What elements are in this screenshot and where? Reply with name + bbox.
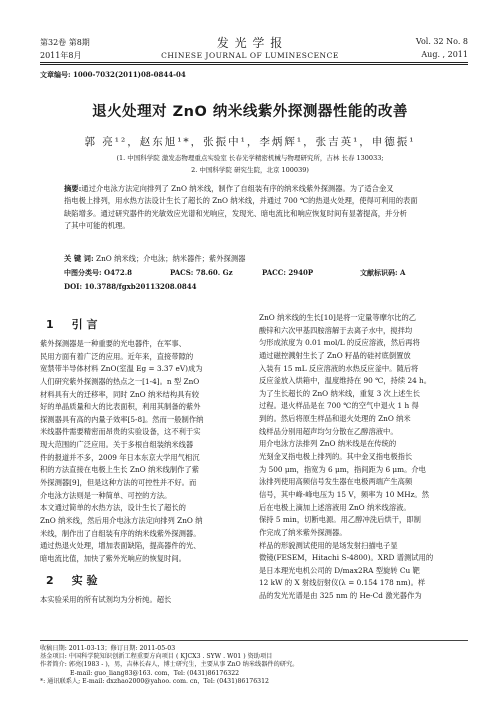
- left-column-text: [40, 338, 247, 566]
- left-line: 民用方面有着广泛的应用。近年来，直接带隙的: [40, 351, 194, 361]
- right-line: 泳排列使用高频信号发生器在电极两端产生高频: [259, 477, 413, 487]
- paper-title: 退火处理对 ZnO 纳米线紫外探测器性能的改善: [92, 104, 408, 120]
- volume-issue-cn: 第32卷 第8期: [40, 38, 90, 47]
- left-line: 件的报道并不多，2009 年日本东京大学用气相沉: [40, 452, 200, 462]
- abstract: [64, 183, 450, 232]
- article-number: 文章编号: 1000-7032(2011)08-0844-04: [40, 70, 186, 79]
- right-line: 是日本理光电机公司的 D/max2RA 型旋转 Cu 靶: [259, 565, 420, 575]
- right-line: 用介电泳方法排列 ZnO 纳米线是在传统的: [259, 439, 397, 449]
- abstract-line-1: 摘要:通过介电泳方法定向排列了 ZnO 纳米线，制作了自组装有序的纳米线紫外探测器。为了适合金叉: [64, 184, 394, 193]
- journal-name-en: CHINESE JOURNAL OF LUMINESCENCE: [161, 51, 339, 60]
- left-line: 紫外探测器是一种重要的光电器件，在军事、: [40, 339, 186, 348]
- section-2-title: 实 验: [71, 574, 98, 587]
- left-line: ZnO 纳米线，然后用介电泳方法定向排列 ZnO 纳: [40, 515, 203, 525]
- right-line: 酸锌和六次甲基四胺溶解于去离子水中，搅拌均: [259, 325, 413, 335]
- document-code: 文献标识码: A: [360, 268, 406, 277]
- section-1-title: 引 言: [71, 318, 98, 331]
- right-line: 入装有 15 mL 反应溶液的水热反应釜中。随后将: [259, 363, 419, 373]
- pacc-code: PACC: 2940P: [262, 268, 314, 277]
- left-line: 通过热退火处理，增加表面缺陷，提高器件的光、: [40, 541, 201, 551]
- abstract-label: 摘要:: [64, 184, 82, 193]
- right-line: ZnO 纳米线的生长[10]是将一定量等摩尔比的乙: [259, 313, 417, 322]
- keywords-label: 关 键 词:: [64, 254, 94, 263]
- section-2-heading: [46, 572, 98, 588]
- right-line: 线样品分别用超声均匀分散在乙醇溶液中。: [259, 426, 398, 436]
- header-rule-bottom: [40, 64, 468, 65]
- left-line: 米线，制作出了自组装有序的纳米线紫外探测器。: [40, 528, 201, 538]
- abstract-line-2: 指电极上排列，用水热方法设计生长了超长的 ZnO 纳米线，并通过 700 ℃的热退火处理，使得可利用的表面: [64, 196, 418, 206]
- right-line: 作完成了纳米紫外探测器。: [259, 527, 347, 537]
- left-line: 米线器件需要精密而昂贵的实验设备，这不利于实: [40, 427, 201, 437]
- left-line: 好的单晶质量和大的比表面积，利用其制备的紫外: [40, 402, 201, 412]
- keywords: [64, 253, 450, 265]
- abstract-line-3: 缺陷增多。通过研究器件的光敏效应光谱和光响应，发现光、暗电流比和响应恢复时间有显著提高，并分析: [64, 208, 407, 218]
- left-line: 现大范围的广泛应用。关于多根自组装纳米线器: [40, 440, 194, 450]
- doi: DOI: 10.3788/fgxb20113208.0844: [64, 282, 197, 291]
- keywords-text: ZnO 纳米线；介电泳；纳米器件；紫外探测器: [96, 254, 246, 263]
- abstract-line-4: 了其中可能的机理。: [64, 220, 130, 230]
- right-line: 通过磁控溅射生长了 ZnO 籽晶的硅衬底倒置放: [259, 350, 411, 360]
- header-rule-top: [40, 62, 468, 63]
- left-line: 材料具有大的迁移率，同时 ZnO 纳米结构具有较: [40, 389, 200, 399]
- pacs-code: PACS: 78.60. Gz: [170, 268, 233, 277]
- right-line: 光刻金叉指电极上排列的。其中金叉指电极指长: [259, 452, 413, 462]
- left-line: 宽禁带半导体材料 ZnO(室温 Eg = 3.37 eV)成为: [40, 364, 203, 374]
- affiliation-1: (1. 中国科学院 激发态物理重点实验室 长春光学精密机械与物理研究所，吉林 长春 130033;: [116, 154, 384, 162]
- volume-issue-en: Vol. 32 No. 8: [415, 37, 468, 46]
- publication-date-en: Aug. , 2011: [421, 50, 468, 59]
- right-line: 为 500 μm，指宽为 6 μm，指间距为 6 μm。介电: [259, 464, 426, 474]
- right-line: 反应釜放入烘箱中，温度维持在 90 ℃，持续 24 h。: [259, 376, 432, 386]
- right-line: 样品的形貌测试使用的是场发射扫描电子显: [259, 540, 398, 550]
- publication-date-cn: 2011年8月: [40, 51, 82, 60]
- right-line: 12 kW 的 X 射线衍射仪(λ = 0.154 178 nm)。样: [259, 578, 426, 588]
- journal-name-cn: 发 光 学 报: [216, 36, 284, 50]
- right-line: 保持 5 min，切断电源。用乙醇冲洗后烘干，即制: [259, 515, 421, 525]
- left-line: 本文通过简单的水热方法，设计生长了超长的: [40, 503, 186, 513]
- clc-number: 中图分类号: O472.8: [64, 268, 133, 277]
- author-bio: 作者简介: 郭亮(1983 - )，男，吉林长春人，博士研究生，主要从事 ZnO 纳米线器件的研究。: [40, 661, 299, 669]
- author-list: 郭 亮¹²，赵东旭¹*，张振中¹，李炳辉¹，张吉英¹，申德振¹: [84, 136, 416, 148]
- right-line: 到的。然后将原生样品和退火处理的 ZnO 纳米: [259, 414, 411, 424]
- left-line: 暗电流比值，加快了紫外光响应的恢复时间。: [40, 553, 186, 563]
- right-line: 为了生长超长的 ZnO 纳米线，重复 3 次上述生长: [259, 388, 421, 398]
- section-1-number: 1: [46, 318, 54, 331]
- right-line: 微镜(FESEM，Hitachi S-4800)。XRD 谱测试用的: [259, 553, 434, 563]
- left-line: 外探测器[9]，但是这种方法的可控性并不好。而: [40, 478, 197, 488]
- right-line: 品的发光光谱是由 325 nm 的 He-Cd 激光器作为: [259, 591, 422, 601]
- received-date: 收稿日期: 2011-03-13；修订日期: 2011-05-03: [40, 645, 176, 652]
- left-line: 积的方法直接在电极上生长 ZnO 纳米线制作了紫: [40, 465, 200, 475]
- footnote-rule: [40, 640, 468, 641]
- author-email: E-mail: guo_liang83@163. com，Tel: (0431)86176322: [70, 669, 240, 677]
- left-line: 探测器具有高的内量子效率[5-8]。然而一般制作纳: [40, 414, 204, 424]
- right-line: 匀形成浓度为 0.01 mol/L 的反应溶液，然后再将: [259, 338, 420, 348]
- funding-note: 基金项目: 中国科学院知识创新工程重要方向项目 ( KJCX3 . SYW . W01 ) 资助项目: [40, 653, 273, 661]
- left-line: 介电泳方法则是一种简单、可控的方法。: [40, 490, 172, 500]
- left-column-tail: 本实验采用的所有试剂均为分析纯。超长: [40, 595, 172, 604]
- right-column-text: [259, 312, 468, 603]
- right-line: 过程。退火样品是在 700 ℃的空气中退火 1 h 得: [259, 401, 419, 411]
- section-1-heading: [46, 316, 98, 332]
- left-line: 人们研究紫外探测器的热点之一[1-4]。n 型 ZnO: [40, 376, 200, 386]
- corresponding-author: *: 通讯联系人; E-mail: dxzhao2000@yahoo. com. cn，Tel: (0431)86176312: [40, 677, 269, 685]
- footnotes: [40, 645, 468, 686]
- right-line: 信号，其中峰-峰电压为 15 V，频率为 10 MHz。然: [259, 489, 430, 499]
- section-2-number: 2: [46, 574, 54, 587]
- right-line: 后在电极上滴加上述溶液用 ZnO 纳米线溶液。: [259, 502, 411, 512]
- affiliation-2: 2. 中国科学院 研究生院，北京 100039): [191, 166, 309, 174]
